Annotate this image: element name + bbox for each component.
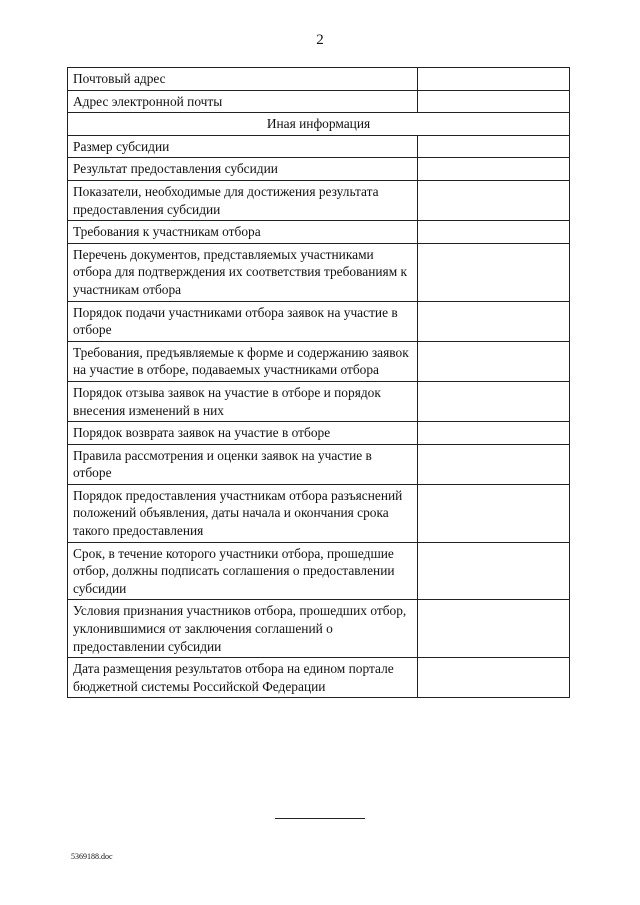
row-value-cell[interactable] <box>418 301 570 341</box>
table-row <box>68 301 570 341</box>
row-value-cell[interactable] <box>418 243 570 301</box>
table-row <box>68 381 570 421</box>
row-label: Размер субсидии <box>68 135 418 158</box>
row-value-cell[interactable] <box>418 542 570 600</box>
table-row <box>68 158 570 181</box>
table-row <box>68 68 570 91</box>
row-label: Правила рассмотрения и оценки заявок на участие в отборе <box>68 444 418 484</box>
row-label: Срок, в течение которого участники отбора, прошедшие отбор, должны подписать соглашения о предоставлении субсидии <box>68 542 418 600</box>
row-value-cell[interactable] <box>418 444 570 484</box>
row-value-cell[interactable] <box>418 135 570 158</box>
table-row <box>68 135 570 158</box>
row-label: Показатели, необходимые для достижения результата предоставления субсидии <box>68 180 418 220</box>
table-row <box>68 422 570 445</box>
row-label: Требования к участникам отбора <box>68 221 418 244</box>
row-value-cell[interactable] <box>418 158 570 181</box>
row-label: Порядок возврата заявок на участие в отборе <box>68 422 418 445</box>
table-row <box>68 484 570 542</box>
row-label-email: Адрес электронной почты <box>68 90 418 113</box>
row-value-cell[interactable] <box>418 658 570 698</box>
table-row <box>68 180 570 220</box>
footer-divider <box>275 818 365 819</box>
row-label: Требования, предъявляемые к форме и содержанию заявок на участие в отборе, подаваемых участниками отбора <box>68 341 418 381</box>
table-row <box>68 444 570 484</box>
row-value-cell[interactable] <box>418 422 570 445</box>
table-row <box>68 90 570 113</box>
row-value-cell[interactable] <box>418 341 570 381</box>
row-value-cell[interactable] <box>418 381 570 421</box>
table-row <box>68 542 570 600</box>
row-value-cell[interactable] <box>418 68 570 91</box>
row-value-cell[interactable] <box>418 180 570 220</box>
row-label: Перечень документов, представляемых участниками отбора для подтверждения их соответствия требованиям к участникам отбора <box>68 243 418 301</box>
row-value-cell[interactable] <box>418 600 570 658</box>
info-table <box>67 67 570 698</box>
table-row <box>68 221 570 244</box>
row-value-cell[interactable] <box>418 221 570 244</box>
row-label: Порядок подачи участниками отбора заявок на участие в отборе <box>68 301 418 341</box>
row-label: Условия признания участников отбора, прошедших отбор, уклонившимися от заключения соглашений о предоставлении субсидии <box>68 600 418 658</box>
table-row <box>68 658 570 698</box>
page-number: 2 <box>316 32 324 48</box>
section-heading: Иная информация <box>68 113 570 136</box>
table-row <box>68 243 570 301</box>
table-row <box>68 600 570 658</box>
table-row <box>68 341 570 381</box>
row-label: Дата размещения результатов отбора на едином портале бюджетной системы Российской Федерации <box>68 658 418 698</box>
row-label: Порядок предоставления участникам отбора разъяснений положений объявления, даты начала и окончания срока такого предоставления <box>68 484 418 542</box>
row-value-cell[interactable] <box>418 90 570 113</box>
row-label: Результат предоставления субсидии <box>68 158 418 181</box>
section-row <box>68 113 570 136</box>
row-value-cell[interactable] <box>418 484 570 542</box>
document-id: 5369188.doc <box>71 852 113 861</box>
row-label: Порядок отзыва заявок на участие в отборе и порядок внесения изменений в них <box>68 381 418 421</box>
row-label-postal-address: Почтовый адрес <box>68 68 418 91</box>
